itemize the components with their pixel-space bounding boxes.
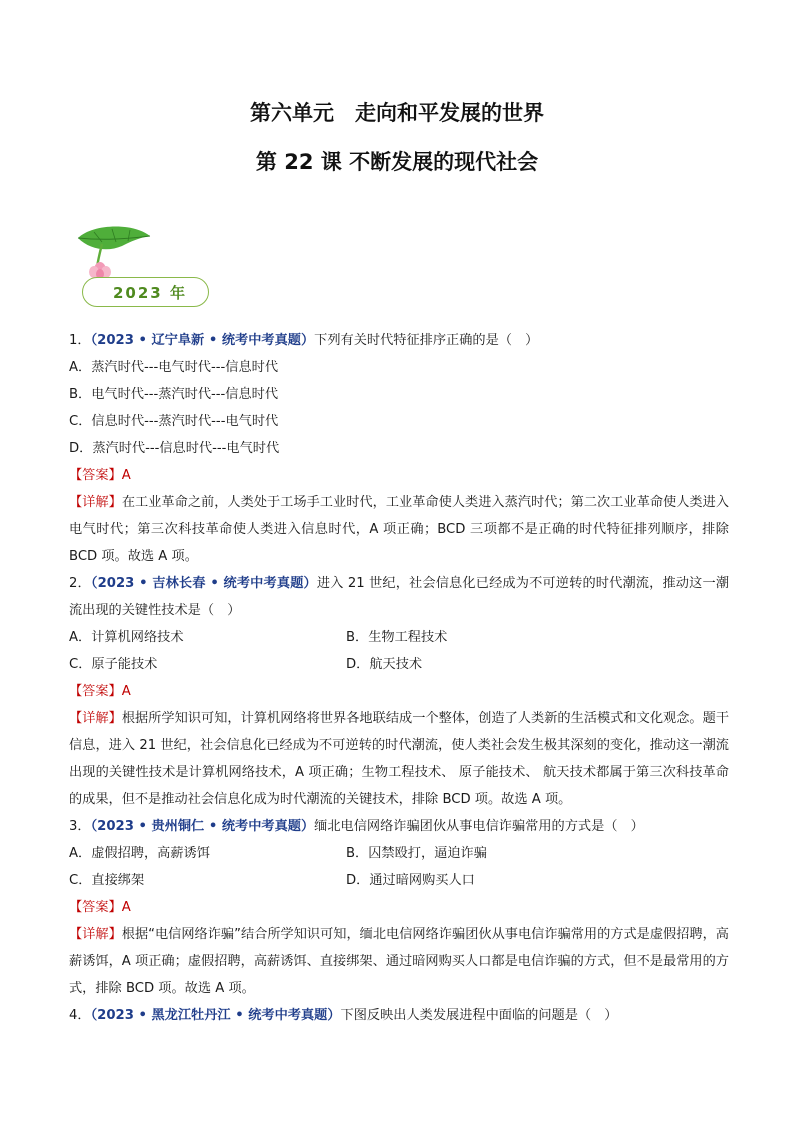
answer: 【答案】A bbox=[69, 468, 131, 483]
option: B．电气时代---蒸汽时代---信息时代 bbox=[69, 387, 279, 402]
option-row bbox=[69, 624, 729, 651]
explanation: 【详解】根据“电信网络诈骗”结合所学知识可知，缅北电信网络诈骗团伙从事电信诈骗常用的方式是虚假招聘，高薪诱饵，A 项正确；虚假招聘，高薪诱饵、直接绑架、通过暗网购买人口都是电信诈骗的方式，但不是最常用的方式，排除 BCD 项。故选 A 项。 bbox=[69, 927, 729, 996]
option: C．信息时代---蒸汽时代---电气时代 bbox=[69, 414, 279, 429]
option: D．航天技术 bbox=[346, 657, 423, 672]
option-row bbox=[69, 840, 729, 867]
question-4-stem: 4．（2023 • 黑龙江牡丹江 • 统考中考真题）下图反映出人类发展进程中面临的问题是（ ） bbox=[69, 1008, 618, 1023]
year-badge-pill bbox=[82, 277, 209, 307]
year-badge bbox=[72, 226, 212, 310]
option-row bbox=[69, 651, 729, 678]
unit-title: 第六单元 走向和平发展的世界 bbox=[250, 101, 544, 125]
question-source: （2023 • 贵州铜仁 • 统考中考真题） bbox=[90, 819, 315, 834]
question-3-stem: 3．（2023 • 贵州铜仁 • 统考中考真题）缅北电信网络诈骗团伙从事电信诈骗常用的方式是（ ） bbox=[69, 819, 644, 834]
option: C．原子能技术 bbox=[69, 657, 158, 672]
option: C．直接绑架 bbox=[69, 873, 145, 888]
question-source: （2023 • 辽宁阜新 • 统考中考真题） bbox=[90, 333, 315, 348]
option-row bbox=[69, 867, 729, 894]
question-2-stem: 2．（2023 • 吉林长春 • 统考中考真题）进入 21 世纪，社会信息化已经成为不可逆转的时代潮流，推动这一潮流出现的关键性技术是（ ） bbox=[69, 576, 730, 618]
question-list bbox=[69, 327, 729, 1029]
answer: 【答案】A bbox=[69, 900, 131, 915]
year-label: 2023 年 bbox=[113, 284, 187, 302]
lesson-title: 第 22 课 不断发展的现代社会 bbox=[255, 150, 539, 174]
option: A．计算机网络技术 bbox=[69, 630, 184, 645]
question-1-stem: 1．（2023 • 辽宁阜新 • 统考中考真题）下列有关时代特征排序正确的是（ ） bbox=[69, 333, 539, 348]
option: D．通过暗网购买人口 bbox=[346, 873, 475, 888]
question-source: （2023 • 黑龙江牡丹江 • 统考中考真题） bbox=[90, 1008, 341, 1023]
option: A．虚假招聘，高薪诱饵 bbox=[69, 846, 210, 861]
option: B．囚禁殴打，逼迫诈骗 bbox=[346, 846, 487, 861]
question-source: （2023 • 吉林长春 • 统考中考真题） bbox=[90, 576, 317, 591]
explanation: 【详解】根据所学知识可知，计算机网络将世界各地联结成一个整体，创造了人类新的生活模式和文化观念。题干信息，进入 21 世纪，社会信息化已经成为不可逆转的时代潮流，使人类社会发生极其深刻的变化，推动这一潮流出现的关键性技术是计算机网络技术，A 项正确；生物工程技术、 原子能技术、 航天技术都属于第三次科技革命的成果，但不是推动社会信息化成为时代潮流的关键技术，排除 BCD 项。故选 A 项。 bbox=[69, 711, 730, 807]
explanation: 【详解】在工业革命之前，人类处于工场手工业时代，工业革命使人类进入蒸汽时代；第二次工业革命使人类进入电气时代；第三次科技革命使人类进入信息时代，A 项正确；BCD 三项都不是正确的时代特征排列顺序，排除 BCD 项。故选 A 项。 bbox=[69, 495, 730, 564]
option: A．蒸汽时代---电气时代---信息时代 bbox=[69, 360, 279, 375]
answer: 【答案】A bbox=[69, 684, 131, 699]
option: D．蒸汽时代---信息时代---电气时代 bbox=[69, 441, 280, 456]
option: B．生物工程技术 bbox=[346, 630, 448, 645]
